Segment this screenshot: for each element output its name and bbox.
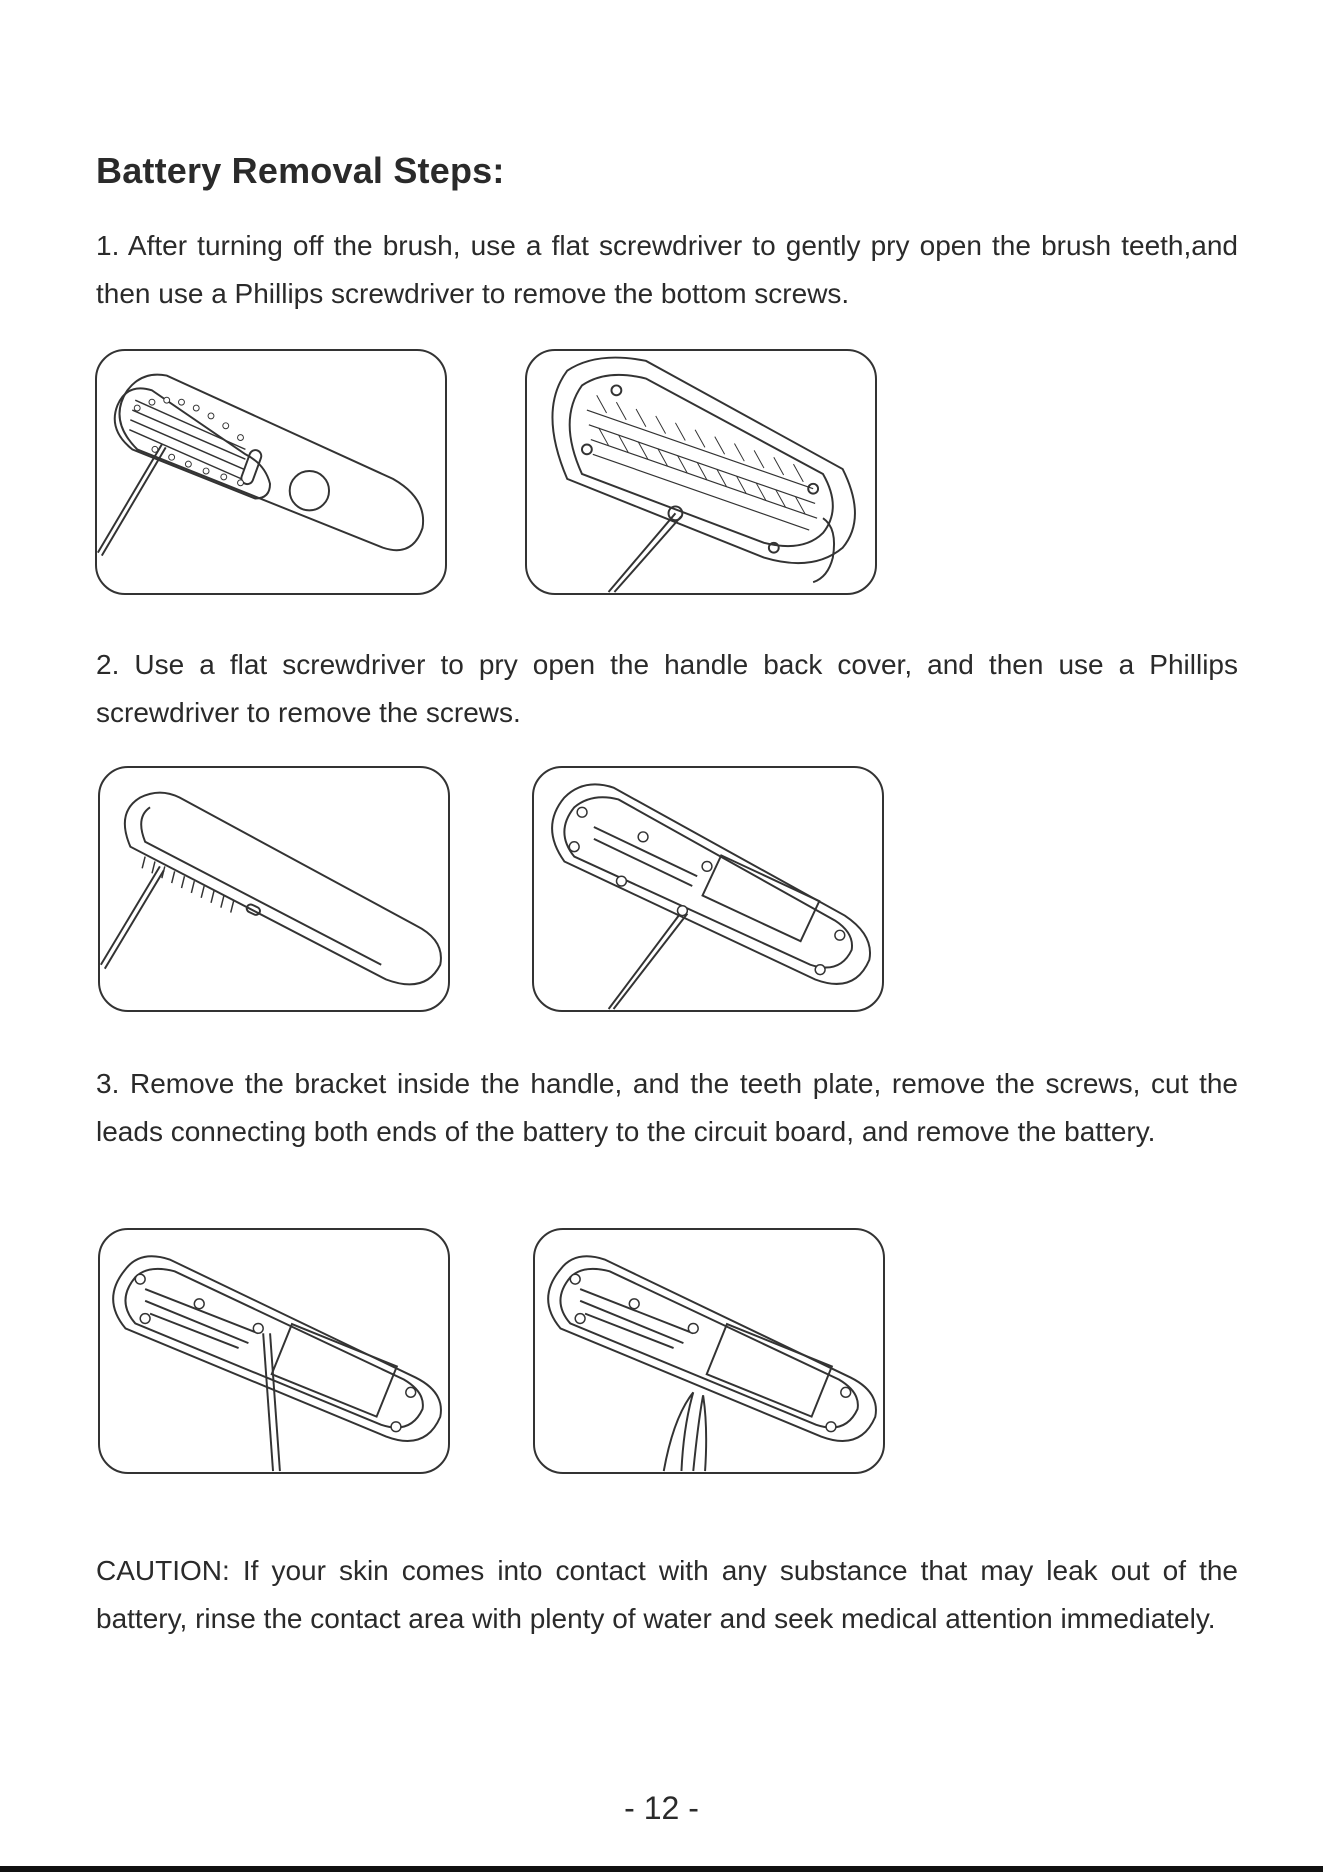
- brush-pry-teeth-drawing: [97, 351, 445, 593]
- illustration-teeth-plate-screws: [525, 349, 877, 595]
- illustration-cut-battery-leads: [533, 1228, 885, 1474]
- cut-battery-leads-drawing: [535, 1230, 883, 1472]
- step-1-text: 1. After turning off the brush, use a flat screwdriver to gently pry open the brush teeth,and then use a Phillips screwdriver to remove the bottom screws.: [96, 230, 1238, 309]
- step-3-text: 3. Remove the bracket inside the handle, and the teeth plate, remove the screws, cut the leads connecting both ends of the battery to the circuit board, and remove the battery.: [96, 1068, 1238, 1147]
- illustration-brush-pry-teeth: [95, 349, 447, 595]
- page-number: - 12 -: [624, 1790, 699, 1826]
- remove-bracket-drawing: [100, 1230, 448, 1472]
- page-title: Battery Removal Steps:: [96, 150, 505, 191]
- illustration-remove-bracket: [98, 1228, 450, 1474]
- illustration-back-cover-screws: [532, 766, 884, 1012]
- step-2-text: 2. Use a flat screwdriver to pry open the handle back cover, and then use a Phillips screwdriver to remove the screws.: [96, 649, 1238, 728]
- bottom-rule: [0, 1866, 1323, 1872]
- teeth-plate-screws-drawing: [527, 351, 875, 593]
- pry-back-cover-drawing: [100, 768, 448, 1010]
- caution-text: CAUTION: If your skin comes into contact with any substance that may leak out of the battery, rinse the contact area with plenty of water and seek medical attention immediately.: [96, 1555, 1238, 1634]
- back-cover-screws-drawing: [534, 768, 882, 1010]
- illustration-pry-back-cover: [98, 766, 450, 1012]
